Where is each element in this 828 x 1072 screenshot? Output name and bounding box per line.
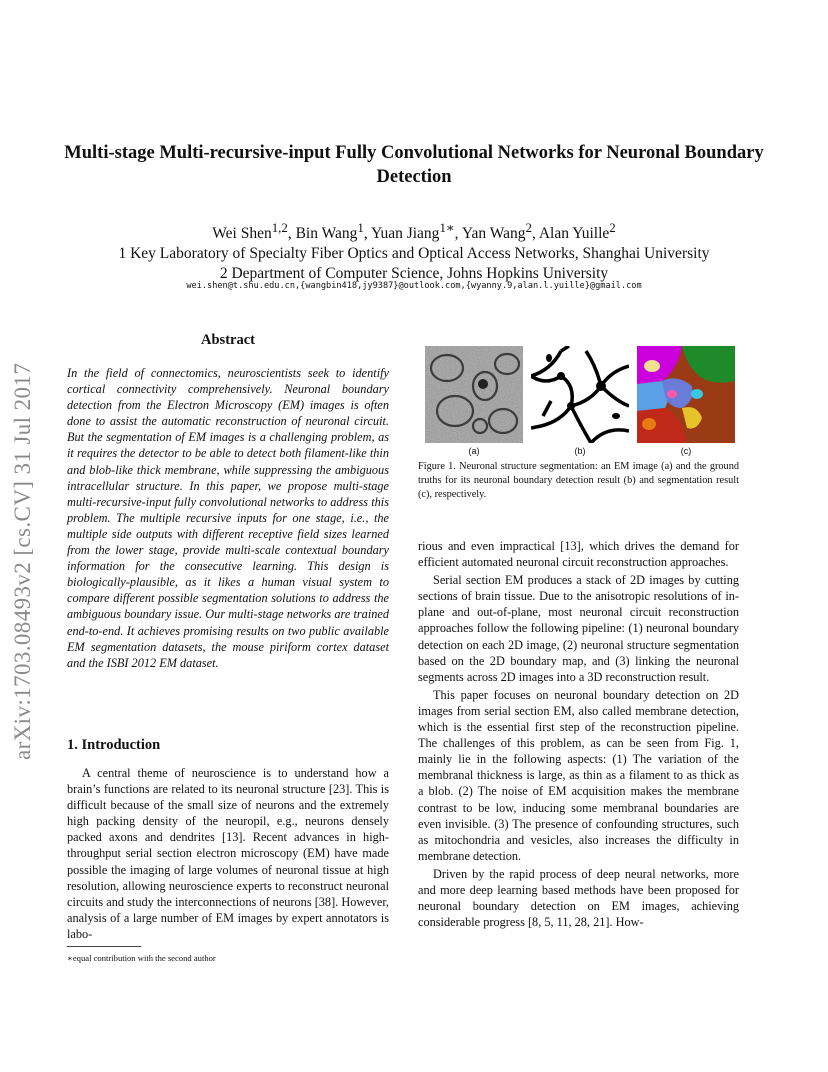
- figure-1: [425, 346, 740, 456]
- intro-paragraph-1: A central theme of neuroscience is to understand how a brain’s functions are related to its neuronal structure [23]. This is difficult because of the small size of neurons and the extremely high packing density of the neuropil, e.g., neurons densely packed axons and dendrites [13]. Recent advances in high-throughput serial section electron microscopy (EM) have made possible the imaging of large volumes of neuronal tissue at high resolution, allowing neuroscience experts to reconstruct neuronal circuits and study the interconnections of neurons [38]. However, analysis of a large number of EM images by expert annotators is labo-: [67, 766, 389, 941]
- author-emails: wei.shen@t.shu.edu.cn,{wangbin418,jy9387}@outlook.com,{wyanny.9,alan.l.yuille}@gmail.com: [186, 281, 642, 291]
- author-block: [60, 218, 768, 284]
- figure-label-b: (b): [574, 446, 586, 456]
- segmentation-ground-truth-panel: [637, 346, 735, 443]
- affiliation-1: 1 Key Laboratory of Specialty Fiber Optics and Optical Access Networks, Shanghai University: [118, 245, 710, 263]
- affiliation-2: 2 Department of Computer Science, Johns Hopkins University: [219, 265, 609, 283]
- abstract-heading: Abstract: [201, 332, 255, 348]
- boundary-ground-truth-panel: [531, 346, 629, 443]
- right-column-body: [418, 538, 739, 930]
- figure-caption: Figure 1. Neuronal structure segmentation: an EM image (a) and the ground truths for its neuronal boundary detection result (b) and segmentation result (c), respectively.: [418, 461, 739, 500]
- figure-label-a: (a): [468, 446, 480, 456]
- right-paragraph-2: This paper focuses on neuronal boundary detection on 2D images from serial section EM, also called membrane detection, which is the essential first step of the reconstruction pipeline. The challenges of this problem, as can be seen from Fig. 1, mainly lie in the following aspects: (1) The variation of the membranal thickness is large, as thin as a filament to as thick as a blob. (2) The noise of EM acquisition makes the membrane contrast to be low, inducing some membranal boundaries are even invisible. (3) The presence of confounding structures, such as mitochondria and vesicles, also increases the difficulty in membrane detection.: [418, 687, 739, 863]
- right-paragraph-1: Serial section EM produces a stack of 2D images by cutting sections of brain tissue. Due to the anisotropic resolutions of in-plane and out-of-plane, most neuronal circuit reconstruction approaches follow the following pipeline: (1) neuronal boundary detection on each 2D image, (2) neuronal structure segmentation based on the 2D boundary map, and (3) linking the neuronal segments across 2D images into a 3D reconstruction result.: [418, 573, 739, 684]
- abstract-text: In the field of connectomics, neuroscientists seek to identify cortical connectivity comprehensively. Neuronal boundary detection from the Electron Microscopy (EM) images is often done to assist the automatic reconstruction of neuronal circuit. But the segmentation of EM images is a challenging problem, as it requires the detector to be able to detect both filament-like thin and blob-like thick membrane, while suppressing the ambiguous intracellular structure. In this paper, we propose multi-stage multi-recursive-input fully convolutional networks to address this problem. The multiple recursive inputs for one stage, i.e., the multiple side outputs with different receptive field sizes learned from the lower stage, provide multi-scale contextual boundary information for the consecutive learning. This design is biologically-plausible, as it likes a human visual system to compare different possible segmentation solutions to address the ambiguous boundary issue. Our multi-stage networks are trained end-to-end. It achieves promising results on two public available EM segmentation datasets, the mouse piriform cortex dataset and the ISBI 2012 EM dataset.: [67, 366, 389, 670]
- author-list: Wei Shen$^{1,2}$, Bin Wang$^1$, Yuan Jiang$^{1∗}$, Yan Wang$^2$, Alan Yuille$^2$: [212, 220, 616, 243]
- intro-heading: 1. Introduction: [67, 737, 161, 753]
- em-image-panel: [425, 346, 523, 443]
- intro-body: [67, 765, 389, 942]
- right-paragraph-0: rious and even impractical [13], which drives the demand for efficient automated neuronal circuit reconstruction approaches.: [418, 539, 739, 570]
- footnote: ∗equal contribution with the second author: [67, 953, 216, 963]
- footnote-rule: [67, 946, 141, 947]
- paper-title: Multi-stage Multi-recursive-input Fully Convolutional Networks for Neuronal Boundary Detection: [64, 143, 764, 187]
- arxiv-identifier: arXiv:1703.08493v2 [cs.CV] 31 Jul 2017: [10, 362, 35, 760]
- figure-label-c: (c): [680, 446, 692, 456]
- right-paragraph-3: Driven by the rapid process of deep neural networks, more and more deep learning based methods have been proposed for neuronal boundary detection on EM images, achieving considerable progress [8, 5, 11, 28, 21]. How-: [418, 866, 739, 930]
